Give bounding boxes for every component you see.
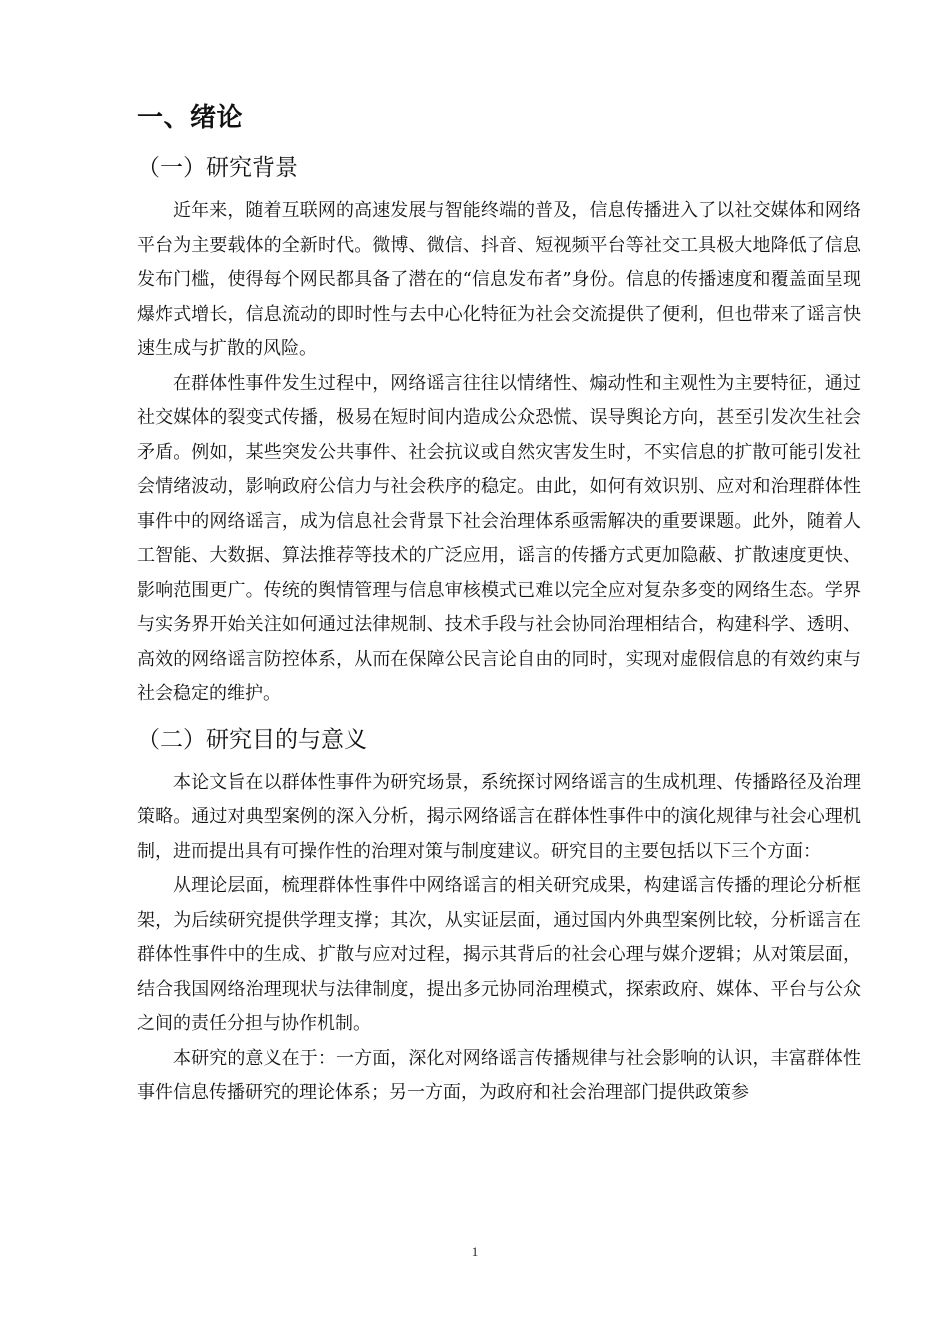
- section-heading: （二）研究目的与意义: [137, 726, 367, 753]
- body-paragraph: 在群体性事件发生过程中，网络谣言往往以情绪性、煽动性和主观性为主要特征，通过社交媒体的裂变式传播，极易在短时间内造成公众恐慌、误导舆论方向，甚至引发次生社会矛盾。例如，某些突发公共事件、社会抗议或自然灾害发生时，不实信息的扩散可能引发社会情绪波动，影响政府公信力与社会秩序的稳定。由此，如何有效识别、应对和治理群体性事件中的网络谣言，成为信息社会背景下社会治理体系亟需解决的重要课题。此外，随着人工智能、大数据、算法推荐等技术的广泛应用，谣言的传播方式更加隐蔽、扩散速度更快、影响范围更广。传统的舆情管理与信息审核模式已难以完全应对复杂多变的网络生态。学界与实务界开始关注如何通过法律规制、技术手段与社会协同治理相结合，构建科学、透明、高效的网络谣言防控体系，从而在保障公民言论自由的同时，实现对虚假信息的有效约束与社会稳定的维护。: [137, 372, 861, 704]
- body-paragraph: 从理论层面，梳理群体性事件中网络谣言的相关研究成果，构建谣言传播的理论分析框架，为后续研究提供学理支撑；其次，从实证层面，通过国内外典型案例比较，分析谣言在群体性事件中的生成、扩散与应对过程，揭示其背后的社会心理与媒介逻辑；从对策层面，结合我国网络治理现状与法律制度，提出多元协同治理模式，探索政府、媒体、平台与公众之间的责任分担与协作机制。: [137, 875, 861, 1034]
- body-paragraph: 近年来，随着互联网的高速发展与智能终端的普及，信息传播进入了以社交媒体和网络平台为主要载体的全新时代。微博、微信、抖音、短视频平台等社交工具极大地降低了信息发布门槛，使得每个网民都具备了潜在的“信息发布者”身份。信息的传播速度和覆盖面呈现爆炸式增长，信息流动的即时性与去中心化特征为社会交流提供了便利，但也带来了谣言快速生成与扩散的风险。: [137, 200, 861, 359]
- chapter-heading: 一、绪论: [137, 103, 244, 133]
- body-paragraph: 本研究的意义在于：一方面，深化对网络谣言传播规律与社会影响的认识，丰富群体性事件信息传播研究的理论体系；另一方面，为政府和社会治理部门提供政策参: [137, 1047, 861, 1103]
- page-number: 1: [471, 1244, 479, 1259]
- section-purpose-significance: [137, 718, 861, 1111]
- section-research-background: [137, 146, 861, 712]
- body-paragraph: 本论文旨在以群体性事件为研究场景，系统探讨网络谣言的生成机理、传播路径及治理策略。通过对典型案例的深入分析，揭示网络谣言在群体性事件中的演化规律与社会心理机制，进而提出具有可操作性的治理对策与制度建议。研究目的主要包括以下三个方面：: [137, 771, 861, 862]
- document-body: [137, 96, 861, 1111]
- section-heading: （一）研究背景: [137, 155, 298, 181]
